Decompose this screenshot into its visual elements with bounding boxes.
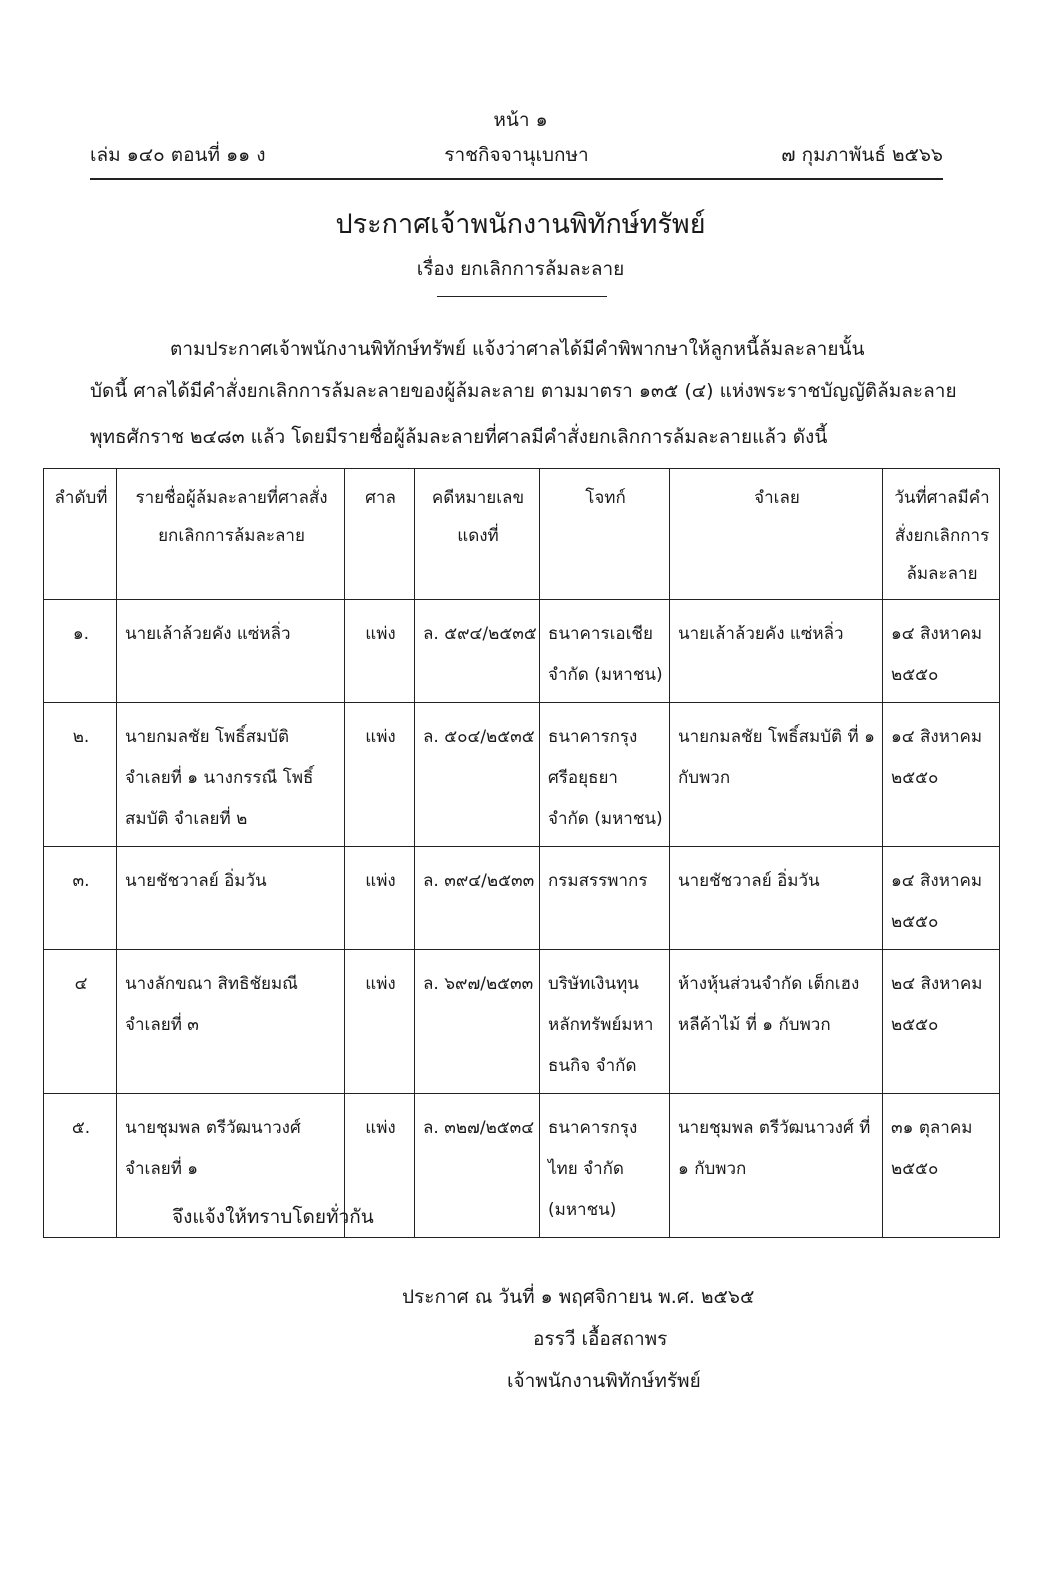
table-row [44,703,1000,847]
cell-court: แพ่ง [345,600,415,703]
cell-date: ๓๑ ตุลาคม ๒๕๕๐ [883,1094,1000,1238]
cell-name: นายชัชวาลย์ อิ่มวัน [117,847,345,950]
cell-date: ๒๔ สิงหาคม ๒๕๕๐ [883,950,1000,1094]
cell-court: แพ่ง [345,847,415,950]
paragraph-line-3: พุทธศักราช ๒๔๘๓ แล้ว โดยมีรายชื่อผู้ล้มละลายที่ศาลมีคำสั่งยกเลิกการล้มละลายแล้ว ดังนี้ [90,426,828,448]
volume-issue: เล่ม ๑๔๐ ตอนที่ ๑๑ ง [90,144,266,166]
cell-date: ๑๔ สิงหาคม ๒๕๕๐ [883,847,1000,950]
cell-case: ล. ๕๙๔/๒๕๓๕ [415,600,540,703]
announcement-date: ประกาศ ณ วันที่ ๑ พฤศจิกายน พ.ศ. ๒๕๖๕ [402,1286,755,1308]
header-name: รายชื่อผู้ล้มละลายที่ศาลสั่งยกเลิกการล้มละลาย [117,469,345,600]
cell-date: ๑๔ สิงหาคม ๒๕๕๐ [883,600,1000,703]
gazette-name: ราชกิจจานุเบกษา [444,144,589,166]
cell-name: นายเล้าล้วยคัง แซ่หลิ่ว [117,600,345,703]
cell-plaintiff: ธนาคารกรุงไทย จำกัด (มหาชน) [540,1094,670,1238]
header-case: คดีหมายเลขแดงที่ [415,469,540,600]
header-rule [90,178,943,180]
signatory-position: เจ้าพนักงานพิทักษ์ทรัพย์ [507,1370,701,1392]
header-defendant: จำเลย [670,469,883,600]
cell-no: ๒. [44,703,117,847]
cell-no: ๔ [44,950,117,1094]
table-header-row [44,469,1000,600]
cell-defendant: นายชุมพล ตรีวัฒนาวงศ์ ที่ ๑ กับพวก [670,1094,883,1238]
cell-plaintiff: กรมสรรพากร [540,847,670,950]
cell-defendant: นายเล้าล้วยคัง แซ่หลิ่ว [670,600,883,703]
cell-court: แพ่ง [345,703,415,847]
closing-statement: จึงแจ้งให้ทราบโดยทั่วกัน [172,1206,374,1228]
cell-case: ล. ๖๙๗/๒๕๓๓ [415,950,540,1094]
cell-plaintiff: บริษัทเงินทุนหลักทรัพย์มหาธนกิจ จำกัด [540,950,670,1094]
cell-no: ๑. [44,600,117,703]
announcement-subject: เรื่อง ยกเลิกการล้มละลาย [416,258,625,280]
cell-name: นายกมลชัย โพธิ์สมบัติ จำเลยที่ ๑ นางกรรณี โพธิ์สมบัติ จำเลยที่ ๒ [117,703,345,847]
cell-plaintiff: ธนาคารเอเชีย จำกัด (มหาชน) [540,600,670,703]
page-number: หน้า ๑ [493,109,548,131]
header-plaintiff: โจทก์ [540,469,670,600]
bankruptcy-table [43,468,1000,1238]
paragraph-line-1: ตามประกาศเจ้าพนักงานพิทักษ์ทรัพย์ แจ้งว่าศาลได้มีคำพิพากษาให้ลูกหนี้ล้มละลายนั้น [170,338,865,360]
cell-case: ล. ๕๐๔/๒๕๓๕ [415,703,540,847]
table-row [44,847,1000,950]
header-court: ศาล [345,469,415,600]
cell-defendant: นายกมลชัย โพธิ์สมบัติ ที่ ๑ กับพวก [670,703,883,847]
paragraph-line-2: บัดนี้ ศาลได้มีคำสั่งยกเลิกการล้มละลายของผู้ล้มละลาย ตามมาตรา ๑๓๕ (๔) แห่งพระราชบัญญัติล้มละลาย [90,380,957,402]
cell-court: แพ่ง [345,1094,415,1238]
cell-court: แพ่ง [345,950,415,1094]
announcement-title: ประกาศเจ้าพนักงานพิทักษ์ทรัพย์ [335,209,706,240]
signatory-name: อรรวี เอื้อสถาพร [533,1328,668,1350]
header-no: ลำดับที่ [44,469,117,600]
cell-defendant: ห้างหุ้นส่วนจำกัด เต็กเฮงหลีค้าไม้ ที่ ๑ กับพวก [670,950,883,1094]
header-date: วันที่ศาลมีคำสั่งยกเลิกการล้มละลาย [883,469,1000,600]
table-row [44,950,1000,1094]
gazette-header [90,140,943,170]
publication-date: ๗ กุมภาพันธ์ ๒๕๖๖ [781,144,943,166]
cell-plaintiff: ธนาคารกรุงศรีอยุธยา จำกัด (มหาชน) [540,703,670,847]
cell-no: ๓. [44,847,117,950]
cell-case: ล. ๓๒๗/๒๕๓๔ [415,1094,540,1238]
cell-defendant: นายชัชวาลย์ อิ่มวัน [670,847,883,950]
title-underline [437,296,607,297]
cell-no: ๕. [44,1094,117,1238]
cell-date: ๑๔ สิงหาคม ๒๕๕๐ [883,703,1000,847]
cell-name: นางลักขณา สิทธิชัยมณี จำเลยที่ ๓ [117,950,345,1094]
cell-name: นายชุมพล ตรีวัฒนาวงศ์ จำเลยที่ ๑ [117,1094,345,1238]
cell-case: ล. ๓๙๔/๒๕๓๓ [415,847,540,950]
table-row [44,600,1000,703]
